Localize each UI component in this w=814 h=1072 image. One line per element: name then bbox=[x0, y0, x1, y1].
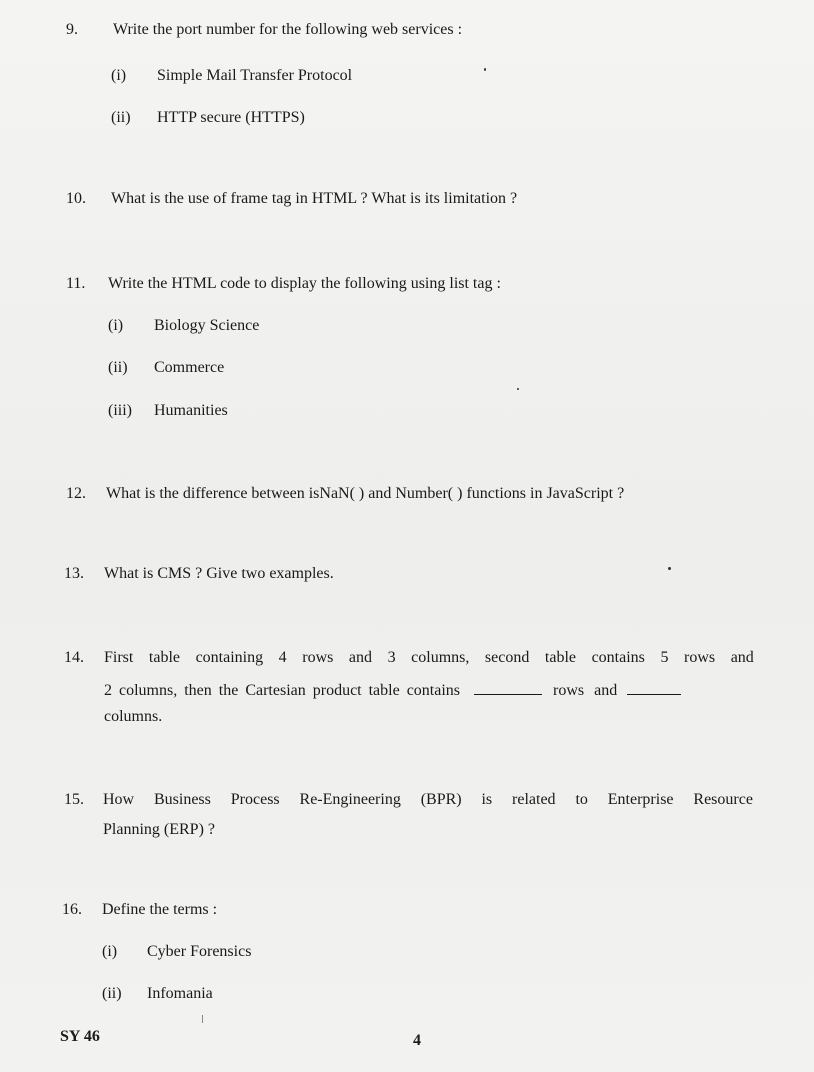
question-number: 16. bbox=[62, 901, 82, 918]
question-number: 15. bbox=[64, 791, 84, 808]
sub-item-marker: (i) bbox=[111, 67, 127, 84]
print-speck bbox=[484, 68, 486, 71]
question-14-word: and bbox=[730, 649, 754, 666]
question-text: What is the use of frame tag in HTML ? What is its limitation ? bbox=[111, 190, 518, 207]
sub-item-marker: (ii) bbox=[102, 985, 122, 1002]
question-15-word: Process bbox=[230, 791, 280, 808]
question-14-word: First bbox=[104, 649, 134, 666]
sub-item-label: Commerce bbox=[154, 359, 225, 376]
question-14-line-2 bbox=[104, 682, 754, 699]
sub-item-label: Infomania bbox=[147, 985, 213, 1002]
question-text: What is the difference between isNaN( ) and Number( ) functions in JavaScript ? bbox=[106, 485, 625, 502]
question-14-word: 4 bbox=[278, 649, 287, 666]
paper-code: SY 46 bbox=[60, 1028, 100, 1045]
question-14-text-c: columns. bbox=[104, 708, 163, 725]
sub-item-marker: (ii) bbox=[108, 359, 128, 376]
page-number: 4 bbox=[413, 1032, 421, 1049]
question-14-word: and bbox=[348, 649, 373, 666]
answer-blank bbox=[627, 682, 681, 695]
question-number: 10. bbox=[66, 190, 86, 207]
question-14-word: second bbox=[484, 649, 530, 666]
question-14-word: table bbox=[544, 649, 577, 666]
question-text: What is CMS ? Give two examples. bbox=[104, 565, 334, 582]
sub-item-marker: (iii) bbox=[108, 402, 132, 419]
question-number: 12. bbox=[66, 485, 86, 502]
question-14-text-b: rows and bbox=[553, 682, 618, 699]
question-14-line-1 bbox=[104, 650, 754, 666]
print-speck bbox=[517, 388, 519, 390]
question-15-word: Business bbox=[153, 791, 211, 808]
sub-item-label: Humanities bbox=[154, 402, 228, 419]
question-15-word: is bbox=[481, 791, 493, 808]
sub-item-label: Simple Mail Transfer Protocol bbox=[157, 67, 353, 84]
question-number: 9. bbox=[66, 21, 78, 38]
question-14-word: rows bbox=[684, 649, 716, 666]
answer-blank bbox=[474, 682, 542, 695]
sub-item-marker: (i) bbox=[102, 943, 118, 960]
question-14-word: rows bbox=[302, 649, 334, 666]
question-14-text-a: 2 columns, then the Cartesian product table contains bbox=[104, 682, 461, 699]
sub-item-marker: (i) bbox=[108, 317, 124, 334]
question-15-word: Resource bbox=[693, 791, 753, 808]
question-15-word: to bbox=[575, 791, 588, 808]
question-14-word: containing bbox=[195, 649, 264, 666]
question-number: 13. bbox=[64, 565, 84, 582]
question-14-line-3 bbox=[104, 709, 162, 725]
question-15-word: Enterprise bbox=[607, 791, 674, 808]
question-text: Write the port number for the following web services : bbox=[113, 21, 463, 38]
print-speck bbox=[668, 567, 671, 570]
sub-item-label: Cyber Forensics bbox=[147, 943, 252, 960]
question-14-word: 3 bbox=[387, 649, 396, 666]
question-15-line-1 bbox=[103, 792, 753, 808]
question-14-word: contains bbox=[591, 649, 645, 666]
question-text: Define the terms : bbox=[102, 901, 218, 918]
question-15-word: How bbox=[103, 791, 135, 808]
question-15-text-b: Planning (ERP) ? bbox=[103, 821, 215, 838]
sub-item-label: HTTP secure (HTTPS) bbox=[157, 109, 305, 126]
question-15-line-2 bbox=[103, 822, 215, 838]
sub-item-label: Biology Science bbox=[154, 317, 260, 334]
question-number: 11. bbox=[66, 275, 86, 292]
question-15-word: related bbox=[512, 791, 556, 808]
question-15-word: (BPR) bbox=[420, 791, 462, 808]
question-14-word: 5 bbox=[660, 649, 669, 666]
question-14-word: columns, bbox=[411, 649, 470, 666]
print-speck bbox=[202, 1015, 203, 1023]
question-14-word: table bbox=[148, 649, 180, 666]
question-15-word: Re-Engineering bbox=[299, 791, 401, 808]
question-text: Write the HTML code to display the following using list tag : bbox=[108, 275, 501, 292]
question-number: 14. bbox=[64, 649, 84, 666]
sub-item-marker: (ii) bbox=[111, 109, 131, 126]
